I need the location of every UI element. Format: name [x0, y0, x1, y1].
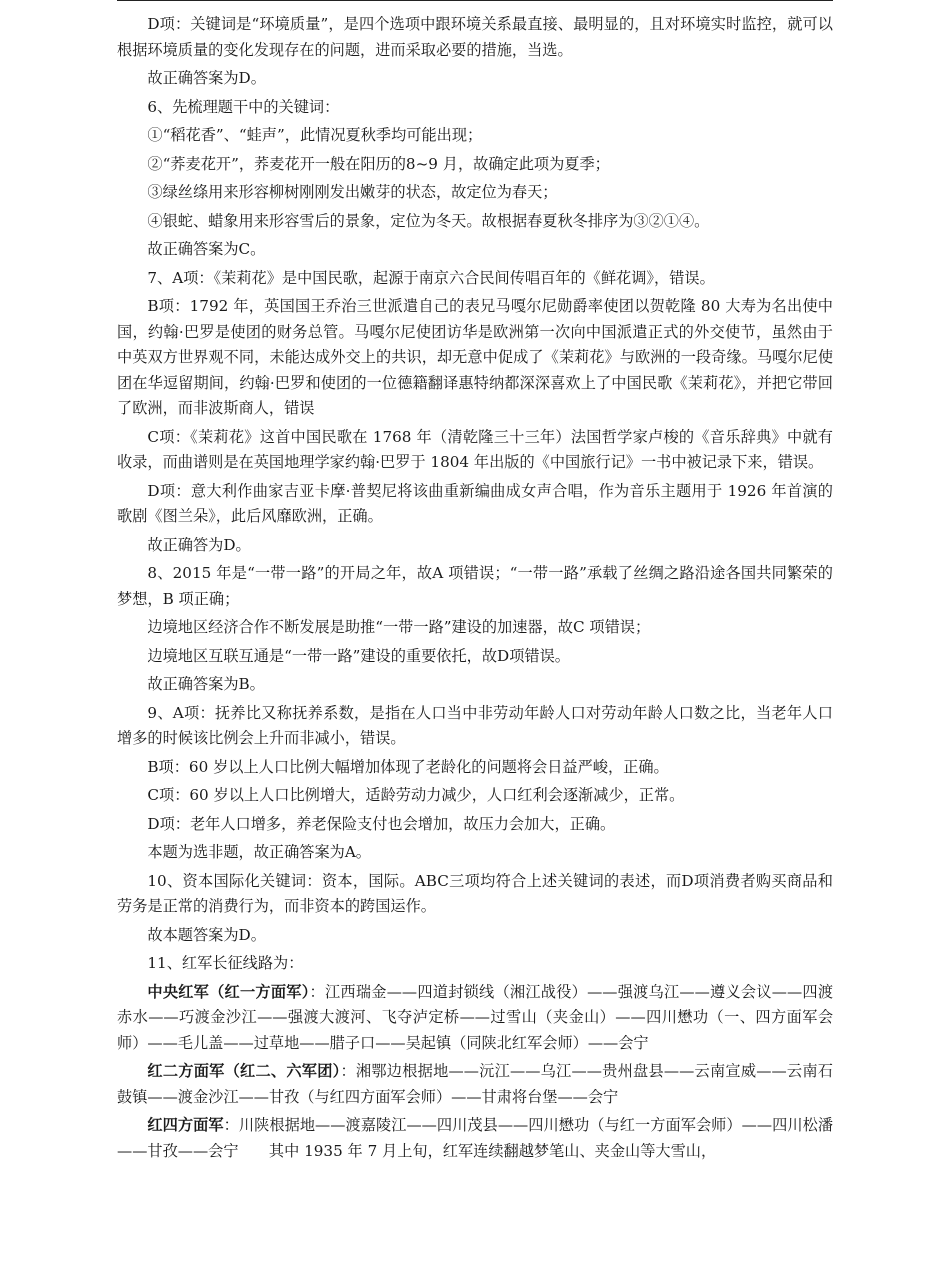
paragraph: C项：《茉莉花》这首中国民歌在 1768 年（清乾隆三十三年）法国哲学家卢梭的《音乐辞典》中就有收录，而曲谱则是在英国地理学家约翰·巴罗于 1804 年出版的《中国旅行记》一书中被记录下来，错误。	[117, 427, 833, 471]
paragraph: D项：关键词是“环境质量”，是四个选项中跟环境关系最直接、最明显的，且对环境实时监控，就可以根据环境质量的变化发现存在的问题，进而采取必要的措施，当选。	[117, 15, 833, 59]
list-item: ④银蛇、蜡象用来形容雪后的景象，定位为冬天。故根据春夏秋冬排序为③②①④。	[147, 211, 710, 230]
answer-line: 故正确答案为D。	[147, 69, 266, 87]
answer-line: 故正确答案为B。	[147, 675, 265, 693]
question-heading: 11、红军长征线路为：	[147, 954, 304, 972]
list-item: ③绿丝绦用来形容柳树刚刚发出嫩芽的状态，故定位为春天；	[147, 183, 558, 201]
paragraph: B项：1792 年，英国国王乔治三世派遣自己的表兄马嘎尔尼勋爵率使团以贺乾隆 80 大寿为名出使中国，约翰·巴罗是使团的财务总管。马嘎尔尼使团访华是欧洲第一次向中国派遣正式的外交使节，虽然由于中英双方世界观不同，未能达成外交上的共识，却无意中促成了《茉莉花》与欧洲的一段奇缘。马嘎尔尼使团在华逗留期间，约翰·巴罗和使团的一位德籍翻译惠特纳都深深喜欢上了中国民歌《茉莉花》，并把它带回了欧洲，而非波斯商人，错误	[117, 297, 833, 417]
paragraph: C项：60 岁以上人口比例增大，适龄劳动力减少，人口红利会逐渐减少，正常。	[147, 786, 685, 804]
paragraph: D项：老年人口增多，养老保险支付也会增加，故压力会加大，正确。	[147, 814, 616, 833]
route-text: ：川陕根据地——渡嘉陵江——四川茂县——四川懋功（与红一方面军会师）——四川松潘——甘孜——会宁 其中 1935 年 7 月上旬，红军连续翻越梦笔山、夹金山等大雪山，	[117, 1116, 834, 1160]
route-label: 红四方面军	[147, 1116, 224, 1134]
paragraph: 边境地区经济合作不断发展是助推“一带一路”建设的加速器，故C 项错误；	[147, 618, 651, 636]
route-text: ：湘鄂边根据地——沅江——乌江——贵州盘县——云南宣威——云南石鼓镇——渡金沙江——甘孜（与红四方面军会师）——甘肃将台堡——会宁	[117, 1062, 833, 1106]
route-label: 中央红军（红一方面军）	[147, 982, 310, 1001]
paragraph: 边境地区互联互通是“一带一路”建设的重要依托，故D项错误。	[147, 646, 570, 665]
route-fourth-front-army	[117, 1113, 833, 1164]
paragraph: B项：60 岁以上人口比例大幅增加体现了老龄化的问题将会日益严峻，正确。	[147, 757, 669, 776]
question-heading: 8、2015 年是“一带一路”的开局之年，故A 项错误；“一带一路”承载了丝绸之路沿途各国共同繁荣的梦想，B 项正确；	[117, 564, 833, 608]
route-second-front-army	[117, 1059, 833, 1110]
answer-line: 故本题答案为D。	[147, 925, 266, 944]
header-rule	[117, 0, 833, 1]
list-item: ②“荞麦花开”，荞麦花开一般在阳历的8~9 月，故确定此项为夏季；	[147, 154, 610, 173]
question-heading: 10、资本国际化关键词：资本，国际。ABC三项均符合上述关键词的表述，而D项消费者购买商品和劳务是正常的消费行为，而非资本的跨国运作。	[117, 871, 833, 915]
list-item: ①“稻花香”、“蛙声”，此情况夏秋季均可能出现；	[147, 126, 483, 144]
route-text: ：江西瑞金——四道封锁线（湘江战役）——强渡乌江——遵义会议——四渡赤水——巧渡金沙江——强渡大渡河、飞夺泸定桥——过雪山（夹金山）——四川懋功（一、四方面军会师）——毛儿盖——过草地——腊子口——吴起镇（同陕北红军会师）——会宁	[117, 982, 834, 1052]
question-heading: 9、A项：抚养比又称抚养系数，是指在人口当中非劳动年龄人口对劳动年龄人口数之比，当老年人口增多的时候该比例会上升而非减小，错误。	[117, 703, 833, 747]
route-central-red-army	[117, 980, 833, 1057]
question-heading: 7、A项：《茉莉花》是中国民歌，起源于南京六合民间传唱百年的《鲜花调》，错误。	[147, 268, 715, 287]
answer-line: 故正确答案为C。	[147, 240, 266, 258]
answer-line: 故正确答为D。	[147, 535, 251, 554]
paragraph: D项：意大利作曲家吉亚卡摩·普契尼将该曲重新编曲成女声合唱，作为音乐主题用于 1926 年首演的歌剧《图兰朵》，此后风靡欧洲，正确。	[117, 481, 833, 525]
document-body	[117, 12, 833, 1167]
route-label: 红二方面军（红二、六军团）	[147, 1062, 341, 1080]
question-heading: 6、先梳理题干中的关键词：	[147, 97, 340, 116]
answer-line: 本题为选非题，故正确答案为A。	[147, 843, 371, 861]
